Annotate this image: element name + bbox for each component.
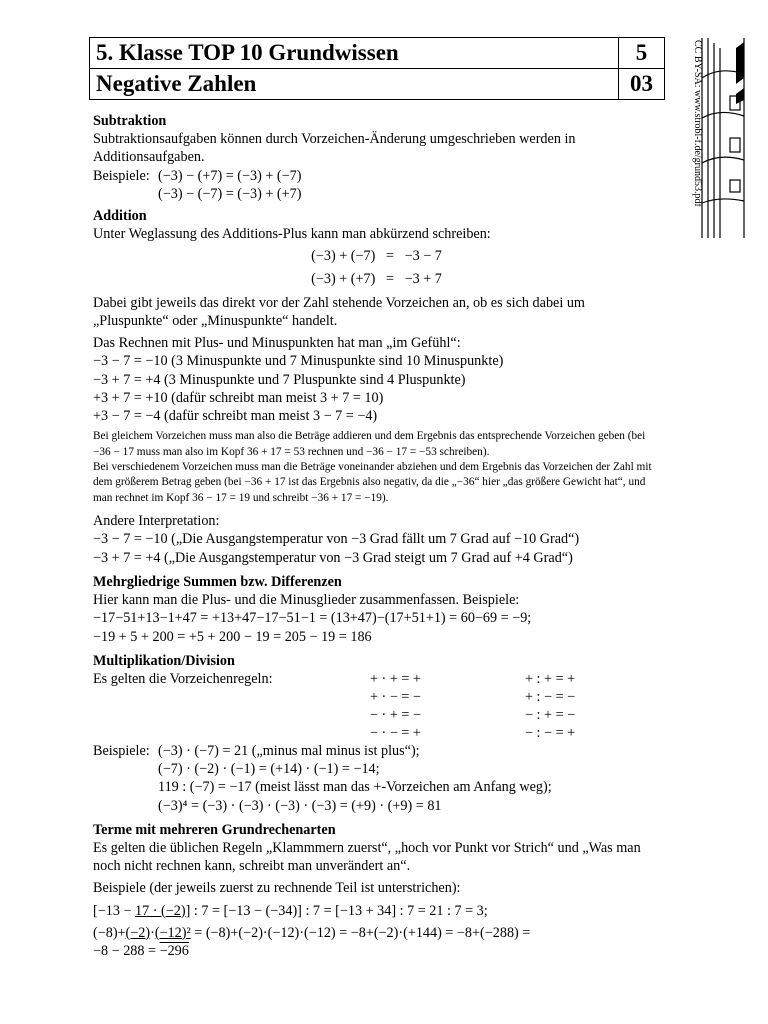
rule-line: + : − = − — [525, 689, 576, 706]
section-heading-subtraktion: Subtraktion — [93, 113, 167, 129]
section-heading-multiplikation: Multiplikation/Division — [93, 652, 235, 669]
expr-part: −8 − 288 = — [93, 942, 160, 959]
topic-title: Negative Zahlen — [96, 71, 257, 96]
examples-label: Beispiele: — [93, 742, 150, 759]
worksheet-content — [93, 112, 660, 960]
addition-text: Unter Weglassung des Additions-Plus kann man abkürzend schreiben: — [93, 226, 491, 243]
rule-line: − · − = + — [370, 725, 421, 742]
terme-example-1 — [93, 902, 660, 920]
license-label: CC BY-SA: www.strobl-f.de/grund53.pdf — [692, 40, 703, 207]
rule-line: − · + = − — [370, 707, 421, 724]
division-rules — [525, 670, 615, 743]
example-line: (−3) · (−7) = 21 („minus mal minus ist plus“); — [158, 742, 420, 759]
subtraktion-examples — [93, 167, 660, 203]
mehrgliedrig-text: Hier kann man die Plus- und die Minusglieder zusammenfassen. Beispiele: — [93, 592, 520, 609]
overlined-result: −296 — [159, 942, 189, 959]
addition-paragraph: Das Rechnen mit Plus- und Minuspunkten hat man „im Gefühl“: — [93, 335, 461, 352]
grade-number: 5 — [618, 38, 664, 68]
underlined-part: (−2) — [125, 924, 151, 941]
underlined-part: (−12)² — [154, 924, 191, 941]
terme-examples-intro: Beispiele (der jeweils zuerst zu rechnende Teil ist unterstrichen): — [93, 880, 461, 897]
example-line: (−3) − (−7) = (−3) + (+7) — [158, 185, 302, 202]
example-line: −3 − 7 = −10 („Die Ausgangstemperatur von −3 Grad fällt um 7 Grad auf −10 Grad“) — [93, 531, 580, 548]
example-line: (−3)⁴ = (−3) · (−3) · (−3) · (−3) = (+9) · (+9) = 81 — [158, 797, 442, 814]
example-line: −3 + 7 = +4 (3 Minuspunkte und 7 Pluspunkte sind 4 Pluspunkte) — [93, 371, 466, 388]
rule-line: + · + = + — [370, 670, 421, 687]
sign-rules-label: Es gelten die Vorzeichenregeln: — [93, 670, 273, 687]
addition-paragraph: Dabei gibt jeweils das direkt vor der Zahl stehende Vorzeichen an, ob es sich dabei um „Pluspunkte“ oder „Minuspunkte“ handelt. — [93, 294, 585, 330]
equation-line: (−3) + (+7) = −3 + 7 — [311, 270, 442, 287]
sheet-number: 03 — [618, 69, 664, 99]
example-line: +3 + 7 = +10 (dafür schreibt man meist 3 + 7 = 10) — [93, 389, 384, 406]
staircase-logo-icon — [700, 38, 750, 238]
example-line: −17−51+13−1+47 = +13+47−17−51−1 = (13+47)−(17+51+1) = 60−69 = −9; — [93, 610, 532, 627]
header-box — [89, 37, 665, 100]
example-line: −3 + 7 = +4 („Die Ausgangstemperatur von −3 Grad steigt um 7 Grad auf +4 Grad“) — [93, 549, 573, 566]
terme-text: Es gelten die üblichen Regeln „Klammmern zuerst“, „hoch vor Punkt vor Strich“ und „Was man noch nicht rechnen kann, schreibt man unverändert an“. — [93, 839, 641, 875]
rule-line: + : + = + — [525, 670, 576, 687]
multiplication-rules — [370, 670, 460, 743]
expr-part: ] : 7 = [−13 − (−34)] : 7 = [−13 + 34] : 7 = 21 : 7 = 3; — [185, 902, 488, 919]
header-row-1 — [90, 38, 664, 69]
terme-example-3 — [93, 942, 660, 960]
multiplikation-examples — [93, 742, 660, 815]
rule-line: − : + = − — [525, 707, 576, 724]
example-line: (−3) − (+7) = (−3) + (−7) — [158, 167, 302, 184]
examples-label: Beispiele: — [93, 167, 150, 184]
small-note: Bei verschiedenem Vorzeichen muss man die Beträge voneinander abziehen und dem Ergebnis das Vorzeichen der Zahl mit dem größerem Betrag geben (bei −36 + 17 ist das Ergebnis also negativ, da die „−36“ hier „das größere Gewicht hat“, und man rechnet im Kopf 36 − 17 = 19 und schreibt −36 + 17 = −19). — [93, 461, 652, 504]
example-line: −19 + 5 + 200 = +5 + 200 − 19 = 205 − 19 = 186 — [93, 628, 372, 645]
section-heading-terme: Terme mit mehreren Grundrechenarten — [93, 821, 336, 838]
example-line: (−7) · (−2) · (−1) = (+14) · (−1) = −14; — [158, 761, 380, 778]
section-heading-mehrgliedrig: Mehrgliedrige Summen bzw. Differenzen — [93, 573, 342, 590]
expr-part: (−8)+ — [93, 924, 126, 941]
sign-rules — [93, 670, 660, 742]
header-row-2 — [90, 69, 664, 99]
example-line: −3 − 7 = −10 (3 Minuspunkte und 7 Minuspunkte sind 10 Minuspunkte) — [93, 353, 504, 370]
expr-part: = (−8)+(−2)·(−12)·(−12) = −8+(−2)·(+144) = −8+(−288) = — [190, 924, 531, 941]
equation-line: (−3) + (−7) = −3 − 7 — [311, 248, 442, 265]
example-line: +3 − 7 = −4 (dafür schreibt man meist 3 − 7 = −4) — [93, 408, 378, 425]
worksheet-title: 5. Klasse TOP 10 Grundwissen — [96, 40, 399, 65]
rule-line: − : − = + — [525, 725, 576, 742]
example-line: 119 : (−7) = −17 (meist lässt man das +-Vorzeichen am Anfang weg); — [158, 779, 552, 796]
section-heading-addition: Addition — [93, 208, 147, 225]
alt-interpretation-heading: Andere Interpretation: — [93, 513, 220, 530]
small-note: Bei gleichem Vorzeichen muss man also die Beträge addieren und dem Ergebnis das entsprechende Vorzeichen geben (bei −36 − 17 muss man also im Kopf 36 + 17 = 53 rechnen und −36 − 17 = −53 schreiben). — [93, 430, 646, 458]
expr-part: · — [150, 924, 155, 941]
expr-part: [−13 − — [93, 902, 136, 919]
subtraktion-text: Subtraktionsaufgaben können durch Vorzeichen-Änderung umgeschrieben werden in Additionsaufgaben. — [93, 131, 576, 166]
underlined-part: 17 · (−2) — [135, 902, 186, 919]
rule-line: + · − = − — [370, 689, 421, 706]
terme-example-2 — [93, 924, 660, 942]
